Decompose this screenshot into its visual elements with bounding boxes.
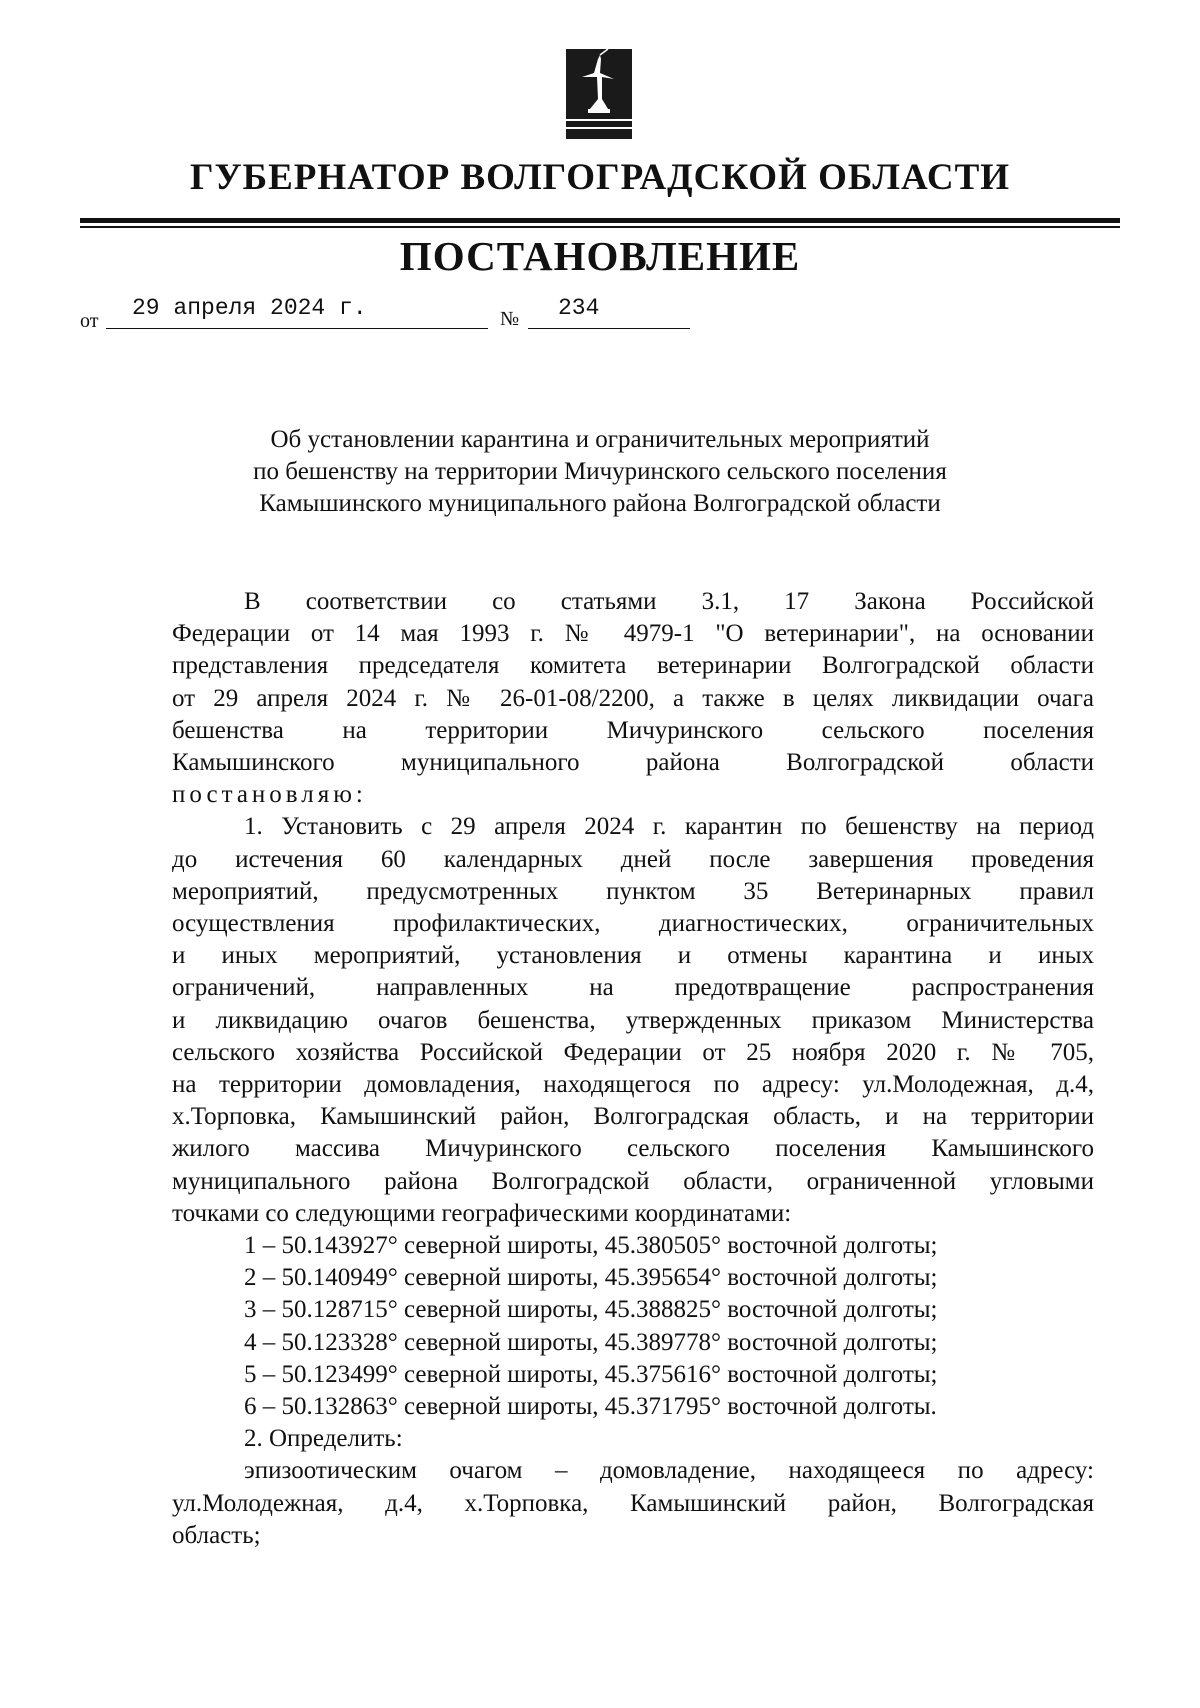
body-line: В соответствии со статьями 3.1, 17 Закона Российской (244, 588, 1094, 615)
body-line: ул.Молодежная, д.4, х.Торповка, Камышинский район, Волгоградская (172, 1489, 1094, 1517)
number-label: № (500, 308, 520, 330)
coordinate-point: 1 – 50.143927° северной широты, 45.380505° восточной долготы; (244, 1232, 938, 1260)
document-subject (0, 424, 1200, 520)
body-line: и ликвидацию очагов бешенства, утвержденных приказом Министерства (172, 1006, 1094, 1034)
body-line: представления председателя комитета ветеринарии Волгоградской области (172, 652, 1094, 680)
document-body (172, 586, 1094, 1552)
coordinate-point: 5 – 50.123499° северной широты, 45.375616° восточной долготы; (244, 1360, 938, 1388)
body-line: до истечения 60 календарных дней после завершения проведения (172, 845, 1094, 873)
body-line: Федерации от 14 мая 1993 г. № 4979-1 "О ветеринарии", на основании (172, 620, 1094, 648)
body-line: бешенства на территории Мичуринского сельского поселения (172, 716, 1094, 744)
body-line: осуществления профилактических, диагностических, ограничительных (172, 910, 1094, 938)
body-line: точками со следующими географическими координатами: (172, 1199, 792, 1227)
body-line: 2. Определить: (244, 1425, 403, 1453)
number-underline (528, 328, 690, 329)
subject-line: по бешенству на территории Мичуринского сельского поселения (253, 458, 947, 485)
date-value: 29 апреля 2024 г. (132, 295, 367, 321)
subject-line: Об установлении карантина и ограничительных мероприятий (270, 426, 930, 453)
number-value: 234 (558, 295, 600, 321)
body-line: ограничений, направленных на предотвращение распространения (172, 974, 1094, 1002)
body-line: жилого массива Мичуринского сельского поселения Камышинского (172, 1135, 1094, 1163)
date-label: от (80, 310, 99, 332)
body-line: область; (172, 1521, 261, 1549)
body-line: х.Торповка, Камышинский район, Волгоградская область, и на территории (172, 1103, 1094, 1131)
body-line: 1. Установить с 29 апреля 2024 г. карантин по бешенству на период (244, 813, 1094, 841)
coat-of-arms-emblem (564, 47, 634, 141)
coordinate-point: 6 – 50.132863° северной широты, 45.371795° восточной долготы. (244, 1393, 937, 1421)
body-line: от 29 апреля 2024 г. № 26-01-08/2200, а также в целях ликвидации очага (172, 684, 1094, 712)
date-underline (106, 328, 488, 329)
body-line: и иных мероприятий, установления и отмены карантина и иных (172, 942, 1094, 970)
body-line: сельского хозяйства Российской Федерации от 25 ноября 2020 г. № 705, (172, 1038, 1094, 1066)
subject-line: Камышинского муниципального района Волгоградской области (259, 490, 941, 517)
document-type-title: ПОСТАНОВЛЕНИЕ (399, 233, 801, 279)
header-rule-thick (80, 218, 1120, 223)
body-line: муниципального района Волгоградской области, ограниченной угловыми (172, 1167, 1094, 1195)
coordinate-point: 3 – 50.128715° северной широты, 45.388825° восточной долготы; (244, 1296, 938, 1324)
resolution-word: постановляю: (172, 781, 367, 809)
body-line: на территории домовладения, находящегося по адресу: ул.Молодежная, д.4, (172, 1071, 1094, 1099)
issuing-authority-heading: ГУБЕРНАТОР ВОЛГОГРАДСКОЙ ОБЛАСТИ (189, 157, 1011, 198)
body-line: мероприятий, предусмотренных пунктом 35 Ветеринарных правил (172, 877, 1094, 905)
emblem-icon (564, 47, 634, 141)
coordinate-point: 2 – 50.140949° северной широты, 45.395654° восточной долготы; (244, 1264, 938, 1292)
coordinate-point: 4 – 50.123328° северной широты, 45.389778° восточной долготы; (244, 1328, 938, 1356)
header-rule-thin (80, 226, 1120, 228)
body-line: Камышинского муниципального района Волгоградской области (172, 749, 1094, 777)
body-line: эпизоотическим очагом – домовладение, находящееся по адресу: (244, 1457, 1094, 1485)
